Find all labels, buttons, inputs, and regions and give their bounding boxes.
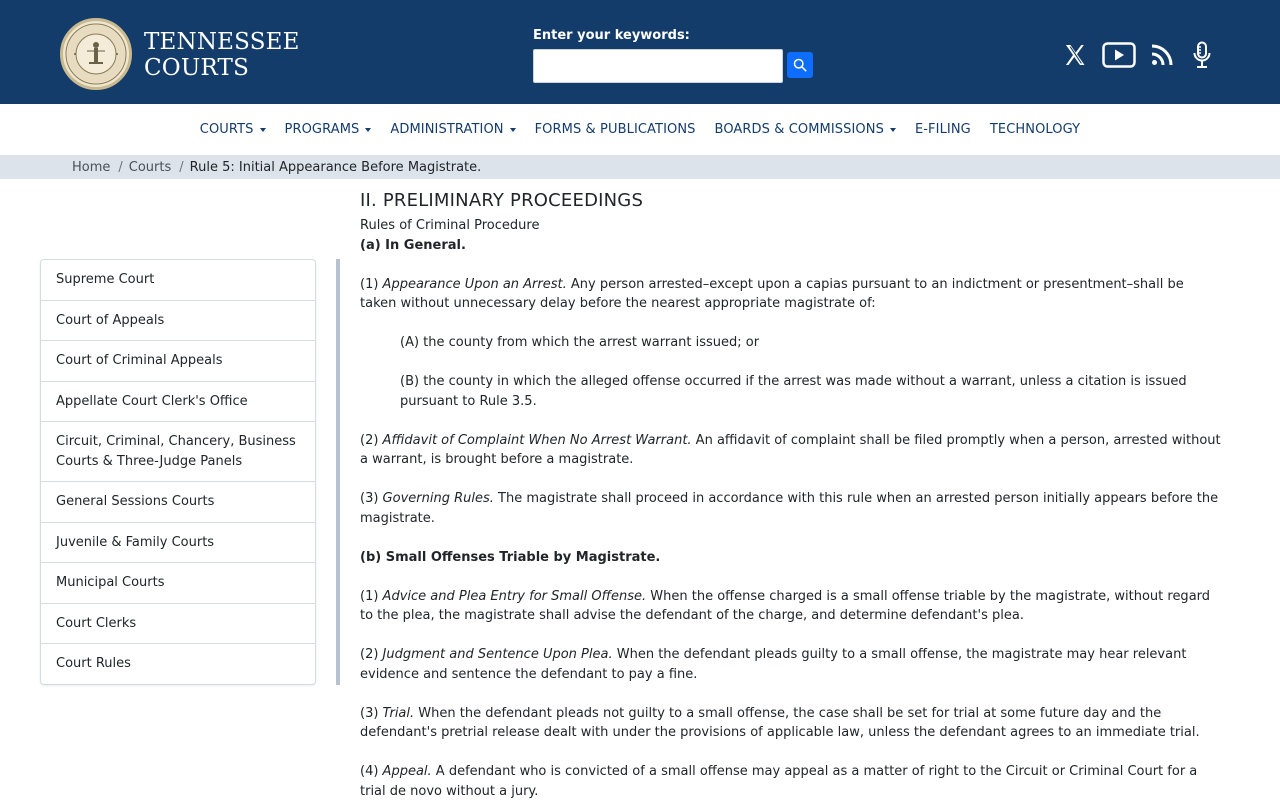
rss-social-link[interactable] <box>1148 38 1176 72</box>
para-title: Affidavit of Complaint When No Arrest Warrant. <box>382 432 692 448</box>
para-number: (1) <box>360 276 383 292</box>
sidebar-menu <box>40 259 316 685</box>
seal-graphic <box>63 21 129 87</box>
breadcrumb-current: Rule 5: Initial Appearance Before Magistrate. <box>189 159 482 175</box>
breadcrumb-separator: / <box>118 159 123 175</box>
para-number: (4) <box>360 764 383 779</box>
paragraph-b2 <box>360 645 1222 684</box>
x-icon <box>1063 43 1087 67</box>
para-text: When the defendant pleads not guilty to a small offense, the case shall be set for trial at some future day and the defendant's pretrial release dealt with under the provisions of applicable law, unless the defendant agrees to an immediate trial. <box>360 705 1200 740</box>
para-number: (1) <box>360 588 383 604</box>
tennessee-judiciary-seal-icon[interactable] <box>60 18 132 90</box>
nav-programs[interactable] <box>275 122 381 137</box>
nav-administration-label: ADMINISTRATION <box>390 122 504 137</box>
nav-administration[interactable] <box>381 122 525 137</box>
para-number: (3) <box>360 705 383 721</box>
para-number: (2) <box>360 432 383 448</box>
brand-wordmark[interactable] <box>144 29 300 81</box>
breadcrumb-courts[interactable]: Courts <box>128 159 172 175</box>
youtube-icon <box>1102 42 1136 68</box>
nav-boards-commissions[interactable] <box>705 122 905 137</box>
brand-line-1: TENNESSEE <box>144 29 300 55</box>
nav-technology-label: TECHNOLOGY <box>989 122 1081 137</box>
paragraph-a3 <box>360 489 1222 528</box>
page-title: II. PRELIMINARY PROCEEDINGS <box>360 190 644 211</box>
para-text: Any person arrested–except upon a capias pursuant to an indictment or presentment–shall be taken without unnecessary delay before the nearest appropriate magistrate of: <box>360 276 1184 311</box>
youtube-social-link[interactable] <box>1100 38 1138 72</box>
para-title: Appearance Upon an Arrest. <box>382 276 567 292</box>
paragraph-a1B: (B) the county in which the alleged offense occurred if the arrest was made without a warrant, unless a citation is issued pursuant to Rule 3.5. <box>400 374 1187 409</box>
para-text: When the offense charged is a small offense triable by the magistrate, without regard to the plea, the magistrate shall advise the defendant of the charge, and determine defendant's plea. <box>360 588 1211 623</box>
sidebar-item-court-of-criminal-appeals[interactable]: Court of Criminal Appeals <box>41 341 315 382</box>
site-header <box>0 0 1280 104</box>
para-title: Judgment and Sentence Upon Plea. <box>382 647 613 662</box>
para-number: (3) <box>360 491 383 506</box>
nav-courts[interactable] <box>190 122 275 137</box>
para-text: A defendant who is convicted of a small offense may appeal as a matter of right to the Circuit or Criminal Court for a trial de novo without a jury. <box>360 764 1198 799</box>
breadcrumb-home[interactable]: Home <box>72 159 111 175</box>
sidebar-item-court-of-appeals[interactable]: Court of Appeals <box>41 301 315 342</box>
podcast-mic-icon <box>1192 41 1212 69</box>
search-label: Enter your keywords: <box>533 28 690 43</box>
rss-icon <box>1150 43 1174 67</box>
sidebar-item-municipal[interactable]: Municipal Courts <box>41 563 315 604</box>
sidebar-item-court-rules[interactable]: Court Rules <box>56 656 131 671</box>
para-title: Governing Rules. <box>382 491 494 506</box>
para-text: The magistrate shall proceed in accordance with this rule when an arrested person initially appears before the magistrate. <box>360 491 1219 526</box>
nav-forms-publications[interactable] <box>525 122 705 137</box>
para-text: When the defendant pleads guilty to a small offense, the magistrate may hear relevant evidence and sentence the defendant to pay a fine. <box>360 647 1187 682</box>
x-social-link[interactable] <box>1060 38 1090 72</box>
sidebar-item-general-sessions[interactable]: General Sessions Courts <box>41 482 315 523</box>
nav-e-filing-label: E-FILING <box>914 122 971 137</box>
nav-courts-label: COURTS <box>199 122 254 137</box>
caret-down-icon <box>260 128 266 132</box>
sidebar-item-supreme-court[interactable]: Supreme Court <box>41 260 315 301</box>
paragraph-b3 <box>360 704 1222 743</box>
sidebar-item-trial-courts[interactable]: Circuit, Criminal, Chancery, Business Courts & Three-Judge Panels <box>41 422 315 482</box>
search-icon <box>793 58 807 72</box>
sidebar-item-juvenile-family[interactable]: Juvenile & Family Courts <box>41 523 315 564</box>
main-nav <box>0 104 1280 155</box>
caret-down-icon <box>890 128 896 132</box>
caret-down-icon <box>365 128 371 132</box>
breadcrumb <box>0 155 1280 179</box>
para-number: (2) <box>360 647 383 662</box>
caret-down-icon <box>510 128 516 132</box>
sidebar-item-appellate-clerk[interactable]: Appellate Court Clerk's Office <box>41 382 315 423</box>
brand-line-2: COURTS <box>144 55 250 81</box>
para-title: Appeal. <box>382 764 432 779</box>
para-text: An affidavit of complaint shall be filed promptly when a person, arrested without a warrant, is brought before a magistrate. <box>360 432 1221 467</box>
para-title: Trial. <box>382 705 415 721</box>
search-button[interactable] <box>787 52 813 78</box>
nav-boards-commissions-label: BOARDS & COMMISSIONS <box>714 122 884 137</box>
section-heading-b: (b) Small Offenses Triable by Magistrate. <box>360 549 661 565</box>
search-input[interactable] <box>533 49 783 83</box>
content-divider <box>336 259 340 685</box>
podcast-social-link[interactable] <box>1188 38 1216 72</box>
paragraph-b4 <box>360 762 1222 801</box>
nav-programs-label: PROGRAMS <box>284 122 360 137</box>
page-subtitle: Rules of Criminal Procedure <box>360 218 540 233</box>
nav-e-filing[interactable] <box>905 122 980 137</box>
paragraph-a1A: (A) the county from which the arrest warrant issued; or <box>400 335 760 350</box>
paragraph-b1 <box>360 587 1222 626</box>
section-heading-a: (a) In General. <box>360 237 466 253</box>
para-title: Advice and Plea Entry for Small Offense. <box>382 588 647 604</box>
paragraph-a1 <box>360 275 1222 314</box>
breadcrumb-separator: / <box>179 159 184 175</box>
rule-content <box>360 190 1222 801</box>
paragraph-a2 <box>360 431 1222 470</box>
nav-forms-publications-label: FORMS & PUBLICATIONS <box>534 122 696 137</box>
nav-technology[interactable] <box>980 122 1089 137</box>
sidebar-item-court-clerks[interactable]: Court Clerks <box>41 604 315 645</box>
